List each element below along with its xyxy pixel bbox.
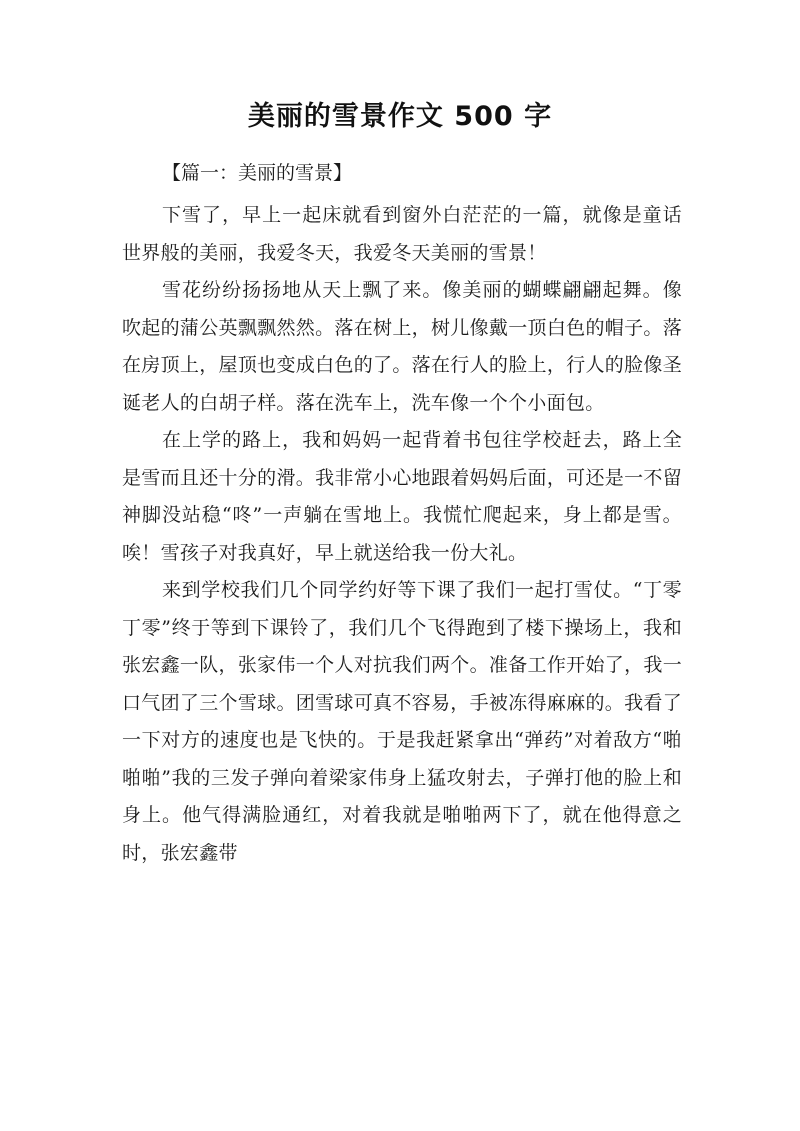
paragraph: 来到学校我们几个同学约好等下课了我们一起打雪仗。“丁零丁零”终于等到下课铃了，我们几个飞得跑到了楼下操场上，我和张宏鑫一队，张家伟一个人对抗我们两个。准备工作开始了，我一口气团了三个雪球。团雪球可真不容易，手被冻得麻麻的。我看了一下对方的速度也是飞快的。于是我赶紧拿出“弹药”对着敌方“啪啪啪”我的三发子弹向着梁家伟身上猛攻射去，子弹打他的脸上和身上。他气得满脸通红，对着我就是啪啪两下了，就在他得意之时，张宏鑫带 (122, 579, 682, 864)
paragraph: 雪花纷纷扬扬地从天上飘了来。像美丽的蝴蝶翩翩起舞。像吹起的蒲公英飘飘然然。落在树上，树儿像戴一顶白色的帽子。落在房顶上，屋顶也变成白色的了。落在行人的脸上，行人的脸像圣诞老人的白胡子样。落在洗车上，洗车像一个个小面包。 (122, 279, 682, 414)
paragraph: 下雪了，早上一起床就看到窗外白茫茫的一篇，就像是童话世界般的美丽，我爱冬天，我爱冬天美丽的雪景！ (122, 204, 682, 264)
section-heading: 【篇一：美丽的雪景】 (162, 162, 353, 184)
document-body (122, 197, 682, 872)
document-title: 美丽的雪景作文 500 字 (247, 101, 553, 132)
paragraph: 在上学的路上，我和妈妈一起背着书包往学校赶去，路上全是雪而且还十分的滑。我非常小心地跟着妈妈后面，可还是一不留神脚没站稳“咚”一声躺在雪地上。我慌忙爬起来，身上都是雪。唉！雪孩子对我真好，早上就送给我一份大礼。 (122, 429, 682, 564)
